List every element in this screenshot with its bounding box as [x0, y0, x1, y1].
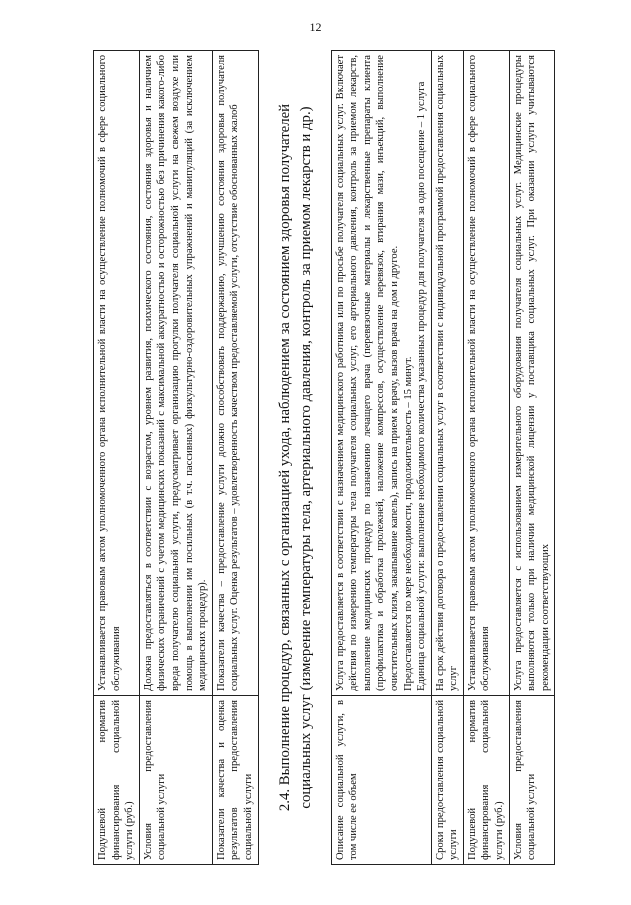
row-label: Условия предоставления социальной услуги [139, 696, 212, 865]
row-label: Подушевой норматив финансирования социальной услуги (руб.) [94, 696, 140, 865]
row-text [431, 51, 463, 696]
table-bottom [331, 50, 556, 865]
row-paragraph: Единица социальной услуги: выполнение необходимого количества указанных процедур для получателя за одно посещение – 1 услуга [416, 81, 428, 691]
row-text [509, 51, 555, 696]
row-paragraph: Услуга предоставляется в соответствии с назначением медицинского работника или по просьбе получателя социальных услуг. Включает действия по измерению температуры тела получателя социальных услуг, его артериального давления, контроль за приемом лекарств, выполнение медицинских процедур по назначению лечащего врача (перевязочные материалы и лекарственные препараты клиента (профилактика и обработка пролежней, наложение компрессов, осуществление перевязок, втирания мази, инъекций, выполнение очистительных клизм, закапывание капель), запись на прием к врачу, вызов врача на дом и другое. [334, 55, 400, 691]
row-label: Условия предоставления социальной услуги [509, 696, 555, 865]
table-row [212, 51, 258, 865]
row-text [139, 51, 212, 696]
row-label: Показатели качества и оценка результатов предоставления социальной услуги [212, 696, 258, 865]
row-paragraph: Показатели качества – предоставление услуги должно способствовать поддержанию, улучшению состояния здоровья получателя социальных услуг. Оценка результатов – удовлетворенность качеством предоставляемой услуги, отсутствие обоснованных жалоб [215, 55, 241, 691]
row-label: Описание социальной услуги, в том числе ее объем [331, 696, 431, 865]
row-paragraph: Предоставляется по мере необходимости, продолжительность – 15 минут. [402, 356, 414, 691]
table-row [431, 51, 463, 865]
table-row [509, 51, 555, 865]
row-paragraph: Должна предоставляться в соответствии с возрастом, уровнем развития, психического состояния, состояния здоровья и наличием физических ограничений с учетом медицинских показаний с максимальной аккуратностью и осторожностью без причинения какого-либо вреда получателю социальной услуги, предусматривает организацию прогулки получателя социальной услуги на свежем воздухе или помощь в выполнении им посильных (в т.ч. пассивных) физкультурно-оздоровительных упражнений и манипуляций (за исключением медицинских процедур). [142, 55, 209, 691]
table-top [93, 50, 259, 865]
row-paragraph: Устанавливается правовым актом уполномоченного органа исполнительной власти на осуществление полномочий в сфере социального обслуживания [466, 55, 492, 691]
row-text [212, 51, 258, 696]
row-text [463, 51, 509, 696]
row-text [94, 51, 140, 696]
row-label: Сроки предоставления социальной услуги [431, 696, 463, 865]
table-row [139, 51, 212, 865]
section-heading: 2.4. Выполнение процедур, связанных с организацией ухода, наблюдением за состоянием здоровья получателей социальных услуг (измерение температуры тела, артериального давления, контроль за приемом лекарств и др.) [276, 103, 314, 812]
row-paragraph: Услуга предоставляется с использованием измерительного оборудования получателя социальных услуг. Медицинские процедуры выполняются только при наличии медицинской лицензии у поставщика социальных услуг. При оказании услуги учитываются рекомендации соответствующих [512, 55, 551, 691]
page-number: 12 [309, 20, 322, 34]
row-label: Подушевой норматив финансирования социальной услуги (руб.) [463, 696, 509, 865]
row-text [331, 51, 431, 696]
row-paragraph: Устанавливается правовым актом уполномоченного органа исполнительной власти на осуществление полномочий в сфере социального обслуживания [97, 55, 122, 691]
table-row [94, 51, 140, 865]
table-row [463, 51, 509, 865]
table-row [331, 51, 431, 865]
row-paragraph: На срок действия договора о предоставлении социальных услуг в соответствии с индивидуальной программой предоставления социальных услуг [434, 55, 460, 691]
rotated-page-content [93, 50, 603, 865]
